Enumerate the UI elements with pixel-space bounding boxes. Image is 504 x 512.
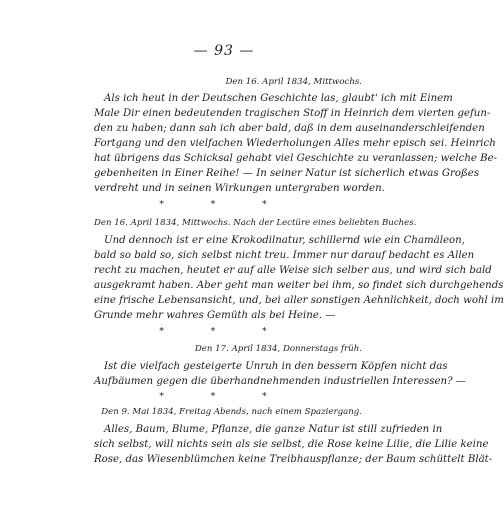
text-line: Alles, Baum, Blume, Pflanze, die ganze Natur ist still zufrieden in [104,424,443,435]
text-line: Rose, das Wiesenblümchen keine Treibhauspflanze; der Baum schüttelt Blät- [94,454,493,465]
text-line: Grunde mehr wahres Gemüth als bei Heine. — [94,310,336,321]
text-line: Ist die vielfach gesteigerte Unruh in den bessern Köpfen nicht das [104,361,448,372]
entry-date: Den 9. Mai 1834, Freitag Abends, nach einem Spaziergang. [101,407,362,417]
entry-date: Den 17. April 1834, Donnerstags früh. [194,344,362,354]
text-line: den zu haben; dann sah ich aber bald, daß in dem auseinanderschleifenden [94,123,485,134]
entry-date: Den 16. April 1834, Mittwochs. [225,77,362,87]
section-separator: * * * [159,327,289,337]
text-line: Aufbäumen gegen die überhandnehmenden industriellen Interessen? — [94,376,466,387]
text-line: Male Dir einen bedeutenden tragischen Stoff in Heinrich dem vierten gefun- [94,108,491,119]
section-separator: * * * [159,392,289,402]
entry-date: Den 16. April 1834, Mittwochs. Nach der Lectüre eines beliebten Buches. [94,218,417,228]
section-separator: * * * [159,200,289,210]
text-line: hat übrigens das Schicksal gehabt viel Geschichte zu veranlassen; welche Be- [94,153,498,164]
page-number: — 93 — [193,43,255,59]
text-line: verdreht und in seinen Wirkungen untergraben worden. [94,183,385,194]
text-line: recht zu machen, heutet er auf alle Weise sich selber aus, und wird sich bald [94,265,492,276]
text-line: Als ich heut in der Deutschen Geschichte las, glaubt' ich mit Einem [104,93,453,104]
text-line: bald so bald so, sich selbst nicht treu. Immer nur darauf bedacht es Allen [94,250,475,261]
text-line: eine frische Lebensansicht, und, bei aller sonstigen Aehnlichkeit, doch wohl im [94,295,504,306]
text-line: Fortgang und den vielfachen Wiederholungen Alles mehr episch sei. Heinrich [94,138,496,149]
text-line: ausgekramt haben. Aber geht man weiter bei ihm, so findet sich durchgehends [94,280,504,291]
text-line: gebenheiten in Einer Reihe! — In seiner Natur ist sicherlich etwas Großes [94,168,480,179]
text-line: Und dennoch ist er eine Krokodilnatur, schillernd wie ein Chamäleon, [104,235,465,246]
text-line: sich selbst, will nichts sein als sie selbst, die Rose keine Lilie, die Lilie keine [94,439,489,450]
